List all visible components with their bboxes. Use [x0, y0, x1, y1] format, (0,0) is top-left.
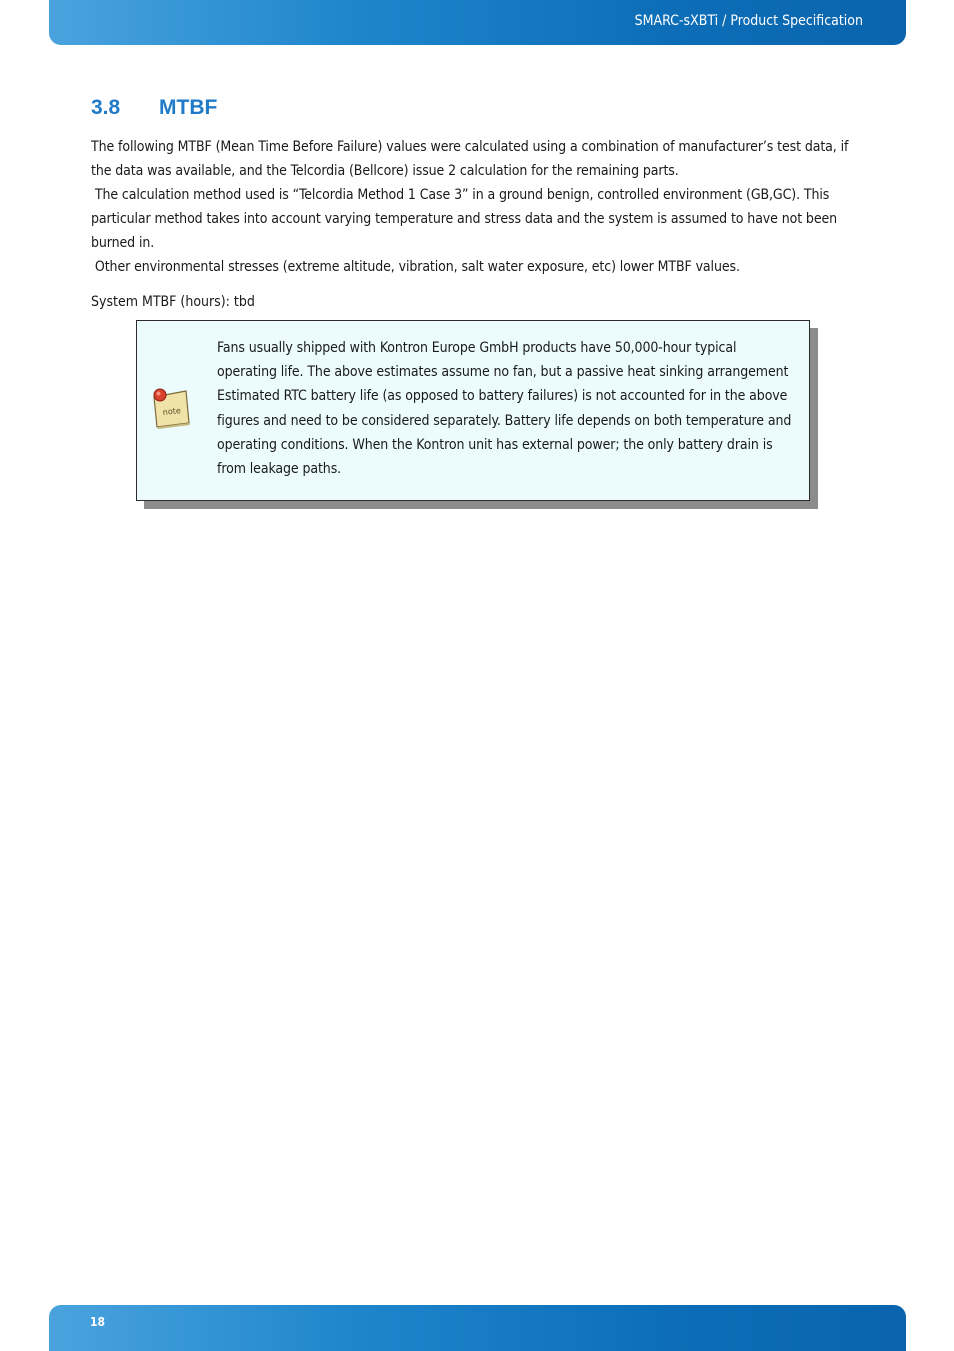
page-number: 18 [90, 1315, 106, 1329]
section-body [91, 135, 866, 279]
note-icon [150, 385, 192, 431]
page-footer-bar [49, 1305, 906, 1351]
note-icon-label: note [162, 406, 182, 417]
page-header-bar [49, 0, 906, 45]
section-heading [91, 96, 217, 120]
paragraph-method: The calculation method used is “Telcordia Method 1 Case 3” in a ground benign, controlled environment (GB,GC). This particular method takes into account varying temperature and stress data and the system is assumed to have not been burned in. [91, 187, 841, 251]
note-fan-life: Fans usually shipped with Kontron Europe GmbH products have 50,000-hour typical operating life. The above estimates assume no fan, but a passive heat sinking arrangement [217, 340, 789, 381]
paragraph-stresses: Other environmental stresses (extreme altitude, vibration, salt water exposure, etc) lower MTBF values. [91, 259, 740, 275]
section-title: MTBF [159, 96, 218, 119]
section-number: 3.8 [91, 96, 121, 119]
note-text [217, 336, 797, 481]
system-mtbf-value: System MTBF (hours): tbd [91, 294, 255, 310]
paragraph-intro: The following MTBF (Mean Time Before Failure) values were calculated using a combination of manufacturer’s test data, if the data was available, and the Telcordia (Bellcore) issue 2 calculation for the remaining parts. [91, 139, 849, 179]
note-battery-life: Estimated RTC battery life (as opposed to battery failures) is not accounted for in the above figures and need to be considered separately. Battery life depends on both temperature and operating conditions. When the Kontron unit has external power; the only battery drain is from leakage paths. [217, 388, 792, 478]
note-box [136, 320, 810, 501]
document-title: SMARC-sXBTi / Product Specification [634, 13, 863, 29]
